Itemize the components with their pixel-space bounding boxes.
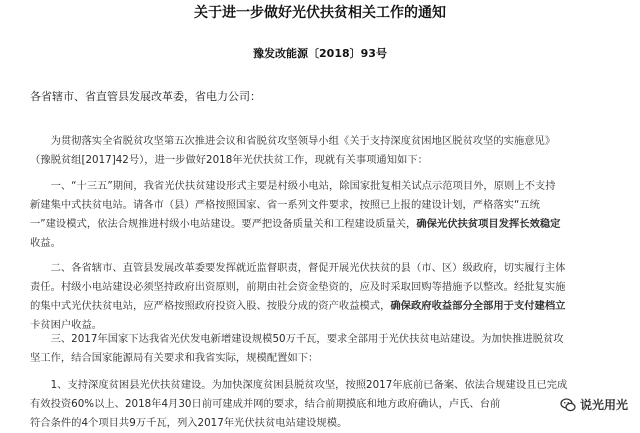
wechat-chat-icon (560, 397, 576, 413)
paragraph-intro (30, 132, 610, 170)
paragraph-line: 一、“十三五”期间，我省光伏扶贫建设形式主要是村级小电站，除国家批复相关试点示范项目外，原则上不支持 (30, 180, 556, 192)
paragraph-line: 有效投资60%以上、2018年4月30日前可建成并网的要求，结合前期摸底和地方政府确认，卢氏、台前 (30, 398, 501, 410)
paragraph-line (30, 215, 610, 234)
paragraph-line: 新建集中式扶贫电站。请各市（县）严格按照国家、省一系列文件要求，按照已上报的建设计划，严格落实“五统 (30, 199, 540, 211)
paragraph-line: 三、2017年国家下达我省光伏发电新增建设规模50万千瓦，要求全部用于光伏扶贫电站建设。为加快推进脱贫攻 (30, 333, 564, 345)
paragraph-line: 坚工作，结合国家能源局有关要求和我省实际，规模配置如下： (30, 352, 319, 364)
paragraph-line (30, 297, 610, 316)
document-title: 关于进一步做好光伏扶贫相关工作的通知 (194, 5, 446, 21)
paragraph-line: 1、支持深度贫困县光伏扶贫建设。为加快深度贫困县脱贫攻坚，按照2017年底前已备案、依法合规建设且已完成 (30, 379, 568, 391)
paragraph-section-2 (30, 259, 610, 335)
paragraph-subsection-1 (30, 376, 610, 433)
paragraph-section-3 (30, 330, 610, 368)
paragraph-line: （豫脱贫组[2017]42号），进一步做好2018年光伏扶贫工作，现就有关事项通知如下： (30, 154, 428, 166)
paragraph-line-text: 一”建设模式，依法合规推进村级小电站建设。要严把设备质量关和工程建设质量关， (30, 218, 417, 230)
watermark-text: 说光用光 (579, 398, 628, 412)
paragraph-line: 责任。村级小电站建设必须坚持政府出资原则，前期由社会资金垫资的，应及时采取回购等措施予以整改。经批复实施 (30, 281, 566, 293)
recipients-line: 各省辖市、省直管县发展改革委，省电力公司： (30, 90, 261, 103)
emphasis-text: 确保政府收益部分全部用于支付建档立 (390, 300, 566, 312)
paragraph-line: 卡贫困户收益。 (30, 319, 103, 331)
paragraph-line: 为贯彻落实全省脱贫攻坚第五次推进会议和省脱贫攻坚领导小组《关于支持深度贫困地区脱贫攻坚的实施意见》 (30, 135, 556, 147)
emphasis-text: 确保光伏扶贫项目发挥长效稳定 (416, 218, 561, 230)
document-number: 豫发改能源〔2018〕93号 (253, 47, 387, 60)
paragraph-line-text: 的集中式光伏扶贫电站，应严格按照政府投资入股、按股分成的资产收益模式， (30, 300, 391, 312)
paragraph-line: 符合条件的4个项目共9万千瓦，列入2017年光伏扶贫电站建设规模。 (30, 417, 348, 429)
paragraph-line: 二、各省辖市、直管县发展改革委要发挥就近监督职责，督促开展光伏扶贫的县（市、区）级政府，切实履行主体 (30, 262, 566, 274)
paragraph-section-1 (30, 177, 610, 253)
paragraph-line: 收益。 (30, 237, 61, 249)
watermark (556, 394, 632, 415)
